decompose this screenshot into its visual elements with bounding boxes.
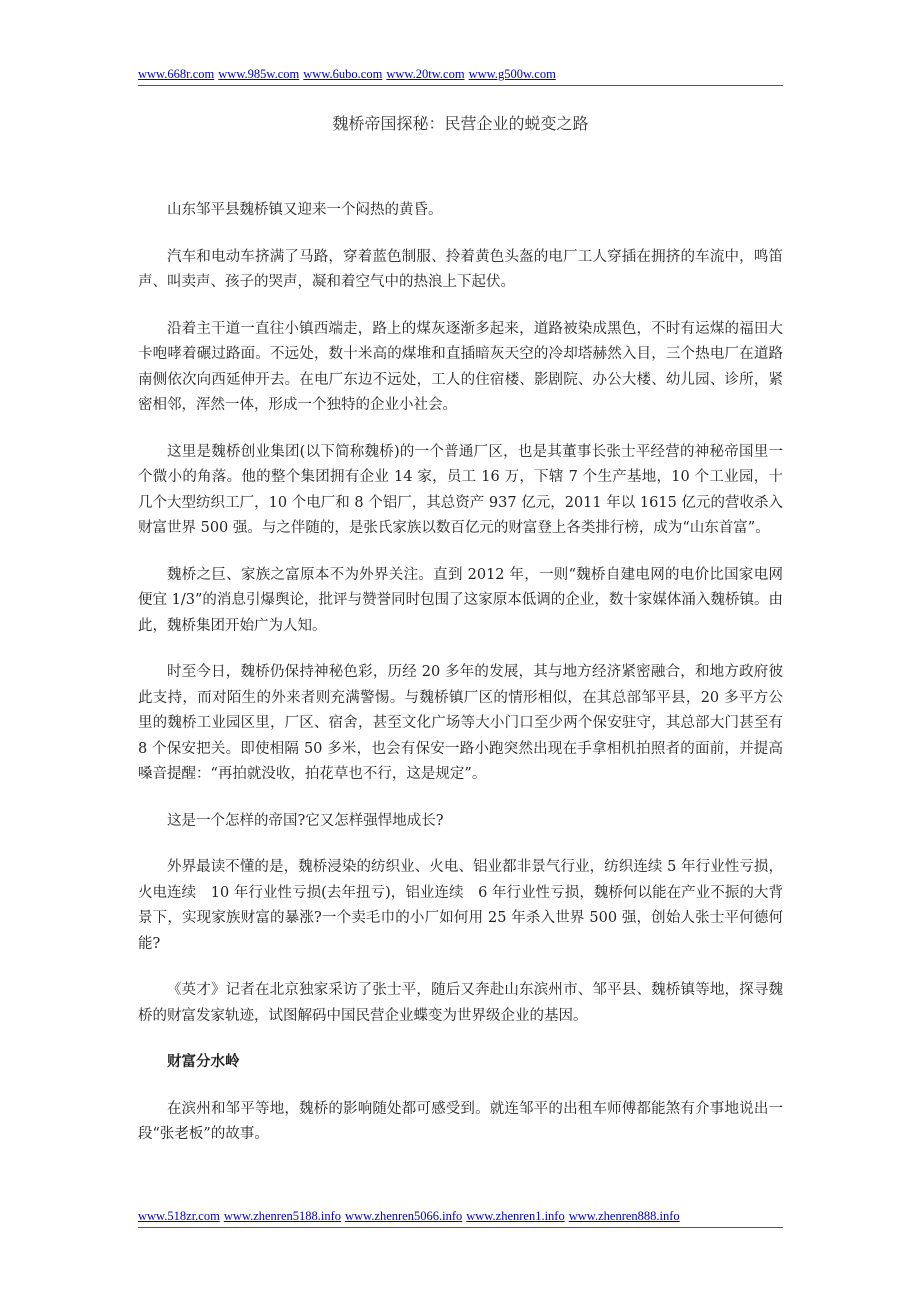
header-link[interactable]: www.g500w.com	[468, 67, 556, 81]
article-body	[138, 198, 783, 1169]
header-link[interactable]: www.6ubo.com	[303, 67, 383, 81]
footer-link[interactable]: www.zhenren5188.info	[223, 1209, 342, 1223]
paragraph: 魏桥之巨、家族之富原本不为外界关注。直到 2012 年，一则“魏桥自建电网的电价比国家电网便宜 1/3”的消息引爆舆论，批评与赞誉同时包围了这家原本低调的企业，数十家媒体涌入魏桥镇。由此，魏桥集团开始广为人知。	[138, 566, 783, 634]
footer-links	[138, 1208, 783, 1228]
section-heading: 财富分水岭	[167, 1054, 240, 1070]
header-link[interactable]: www.985w.com	[218, 67, 300, 81]
paragraph: 沿着主干道一直往小镇西端走，路上的煤灰逐渐多起来，道路被染成黑色，不时有运煤的福田大卡咆哮着碾过路面。不远处，数十米高的煤堆和直插暗灰天空的冷却塔赫然入目，三个热电厂在道路南侧依次向西延伸开去。在电厂东边不远处，工人的住宿楼、影剧院、办公大楼、幼儿园、诊所，紧密相邻，浑然一体，形成一个独特的企业小社会。	[138, 320, 783, 413]
paragraph: 《英才》记者在北京独家采访了张士平，随后又奔赴山东滨州市、邹平县、魏桥镇等地，探寻魏桥的财富发家轨迹，试图解码中国民营企业蝶变为世界级企业的基因。	[138, 982, 783, 1024]
paragraph: 在滨州和邹平等地，魏桥的影响随处都可感受到。就连邹平的出租车师傅都能煞有介事地说出一段“张老板”的故事。	[138, 1100, 783, 1142]
header-link[interactable]: www.668r.com	[138, 67, 215, 81]
paragraph: 汽车和电动车挤满了马路，穿着蓝色制服、拎着黄色头盔的电厂工人穿插在拥挤的车流中，鸣笛声、叫卖声、孩子的哭声，凝和着空气中的热浪上下起伏。	[138, 248, 783, 290]
paragraph: 这里是魏桥创业集团(以下简称魏桥)的一个普通厂区，也是其董事长张士平经营的神秘帝国里一个微小的角落。他的整个集团拥有企业 14 家，员工 16 万，下辖 7 个生产基地，10 个工业园，十几个大型纺织工厂，10 个电厂和 8 个铝厂，其总资产 937 亿元，2011 年以 1615 亿元的营收杀入财富世界 500 强。与之伴随的，是张氏家族以数百亿元的财富登上各类排行榜，成为“山东首富”。	[138, 443, 783, 536]
paragraph: 这是一个怎样的帝国?它又怎样强悍地成长?	[167, 812, 444, 829]
header-links	[138, 66, 783, 86]
header-link[interactable]: www.20tw.com	[386, 67, 465, 81]
footer-link[interactable]: www.zhenren1.info	[466, 1209, 565, 1223]
footer-link[interactable]: www.zhenren888.info	[568, 1209, 680, 1223]
paragraph: 时至今日，魏桥仍保持神秘色彩，历经 20 多年的发展，其与地方经济紧密融合，和地方政府彼此支持，而对陌生的外来者则充满警惕。与魏桥镇厂区的情形相似，在其总部邹平县，20 多平方公里的魏桥工业园区里，厂区、宿舍，甚至文化广场等大小门口至少两个保安驻守，其总部大门甚至有 8 个保安把关。即使相隔 50 多米，也会有保安一路小跑突然出现在手拿相机拍照者的面前，并提高嗓音提醒：“再拍就没收，拍花草也不行，这是规定”。	[138, 664, 783, 782]
paragraph: 山东邹平县魏桥镇又迎来一个闷热的黄昏。	[167, 202, 443, 218]
article-title: 魏桥帝国探秘：民营企业的蜕变之路	[332, 114, 589, 133]
paragraph: 外界最读不懂的是，魏桥浸染的纺织业、火电、铝业都非景气行业，纺织连续 5 年行业性亏损，火电连续 10 年行业性亏损(去年扭亏)，铝业连续 6 年行业性亏损，魏桥何以能在产业不振的大背景下，实现家族财富的暴涨?一个卖毛巾的小厂如何用 25 年杀入世界 500 强，创始人张士平何德何能?	[138, 859, 783, 952]
footer-link[interactable]: www.518zr.com	[138, 1209, 220, 1223]
footer-link[interactable]: www.zhenren5066.info	[345, 1209, 463, 1223]
